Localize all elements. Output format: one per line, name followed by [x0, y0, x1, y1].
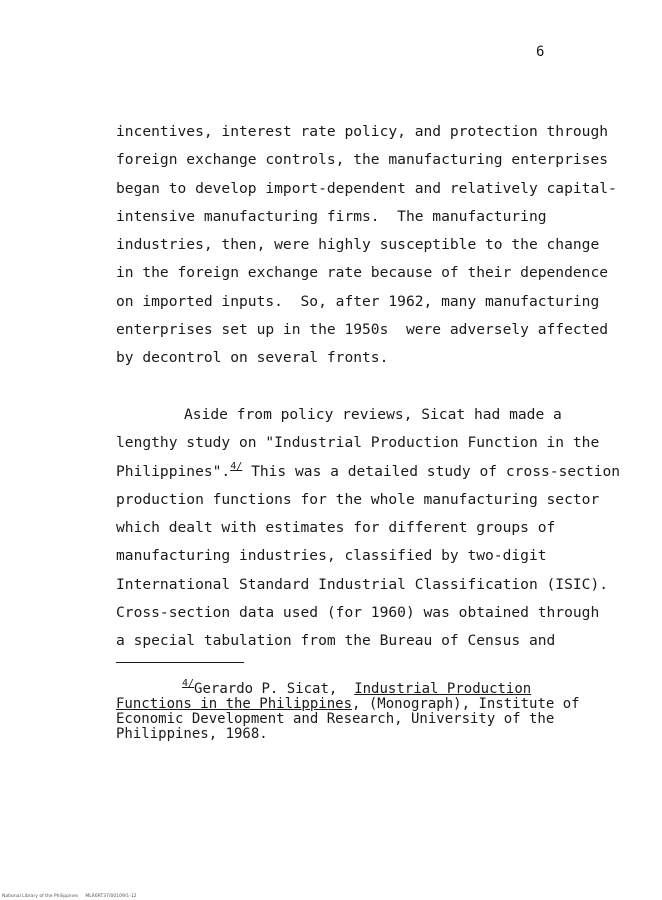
- footnote: [116, 678, 636, 742]
- footnote-line: [116, 697, 636, 712]
- footnote-author: Gerardo P. Sicat,: [194, 681, 355, 697]
- footnote-marker: 4/: [182, 678, 195, 689]
- paragraph-1-line: foreign exchange controls, the manufacturing enterprises: [116, 151, 609, 169]
- page-number: 6: [536, 44, 545, 60]
- paragraph-1-line: began to develop import-dependent and relatively capital-: [116, 179, 617, 197]
- paragraph-2-line: Cross-section data used (for 1960) was obtained through: [116, 604, 600, 622]
- paragraph-2-line: production functions for the whole manufacturing sector: [116, 490, 600, 508]
- footnote-publisher: , (Monograph), Institute of: [352, 696, 580, 712]
- footnote-title: Functions in the Philippines: [116, 696, 353, 712]
- paragraph-2-line: lengthy study on "Industrial Production Function in the: [116, 434, 600, 452]
- paragraph-2-line: International Standard Industrial Classification (ISIC).: [116, 575, 609, 593]
- paragraph-2-line: which dealt with estimates for different groups of: [116, 519, 556, 537]
- paragraph-gap: [116, 373, 636, 401]
- footnote-line: Economic Development and Research, University of the: [116, 711, 555, 727]
- body-text: [116, 118, 636, 656]
- footnote-title: Industrial Production: [354, 681, 532, 697]
- paragraph-2-text: Philippines".: [116, 462, 231, 480]
- paragraph-1-line: incentives, interest rate policy, and protection through: [116, 123, 609, 140]
- footnote-line: [116, 678, 636, 697]
- paragraph-2-line: a special tabulation from the Bureau of Census and: [116, 632, 556, 650]
- paragraph-2-line: [116, 458, 636, 486]
- paragraph-2-line: manufacturing industries, classified by two-digit: [116, 547, 547, 565]
- paragraph-2-text: This was a detailed study of cross-section: [242, 462, 621, 480]
- paragraph-1-line: on imported inputs. So, after 1962, many manufacturing: [116, 292, 600, 310]
- paragraph-2-line: Aside from policy reviews, Sicat had made a: [184, 405, 562, 423]
- paragraph-1-line: enterprises set up in the 1950s were adversely affected: [116, 321, 609, 339]
- footnote-reference: 4/: [230, 460, 243, 472]
- paragraph-1-line: industries, then, were highly susceptible to the change: [116, 236, 600, 254]
- footnote-divider: [116, 662, 244, 663]
- paragraph-1-line: by decontrol on several fronts.: [116, 349, 389, 367]
- scan-note: National Library of the Philippines MLR6RT37/00109/1-12: [2, 894, 137, 899]
- paragraph-1-line: in the foreign exchange rate because of their dependence: [116, 264, 609, 282]
- paragraph-1-line: intensive manufacturing firms. The manufacturing: [116, 207, 547, 225]
- footnote-line: Philippines, 1968.: [116, 726, 268, 742]
